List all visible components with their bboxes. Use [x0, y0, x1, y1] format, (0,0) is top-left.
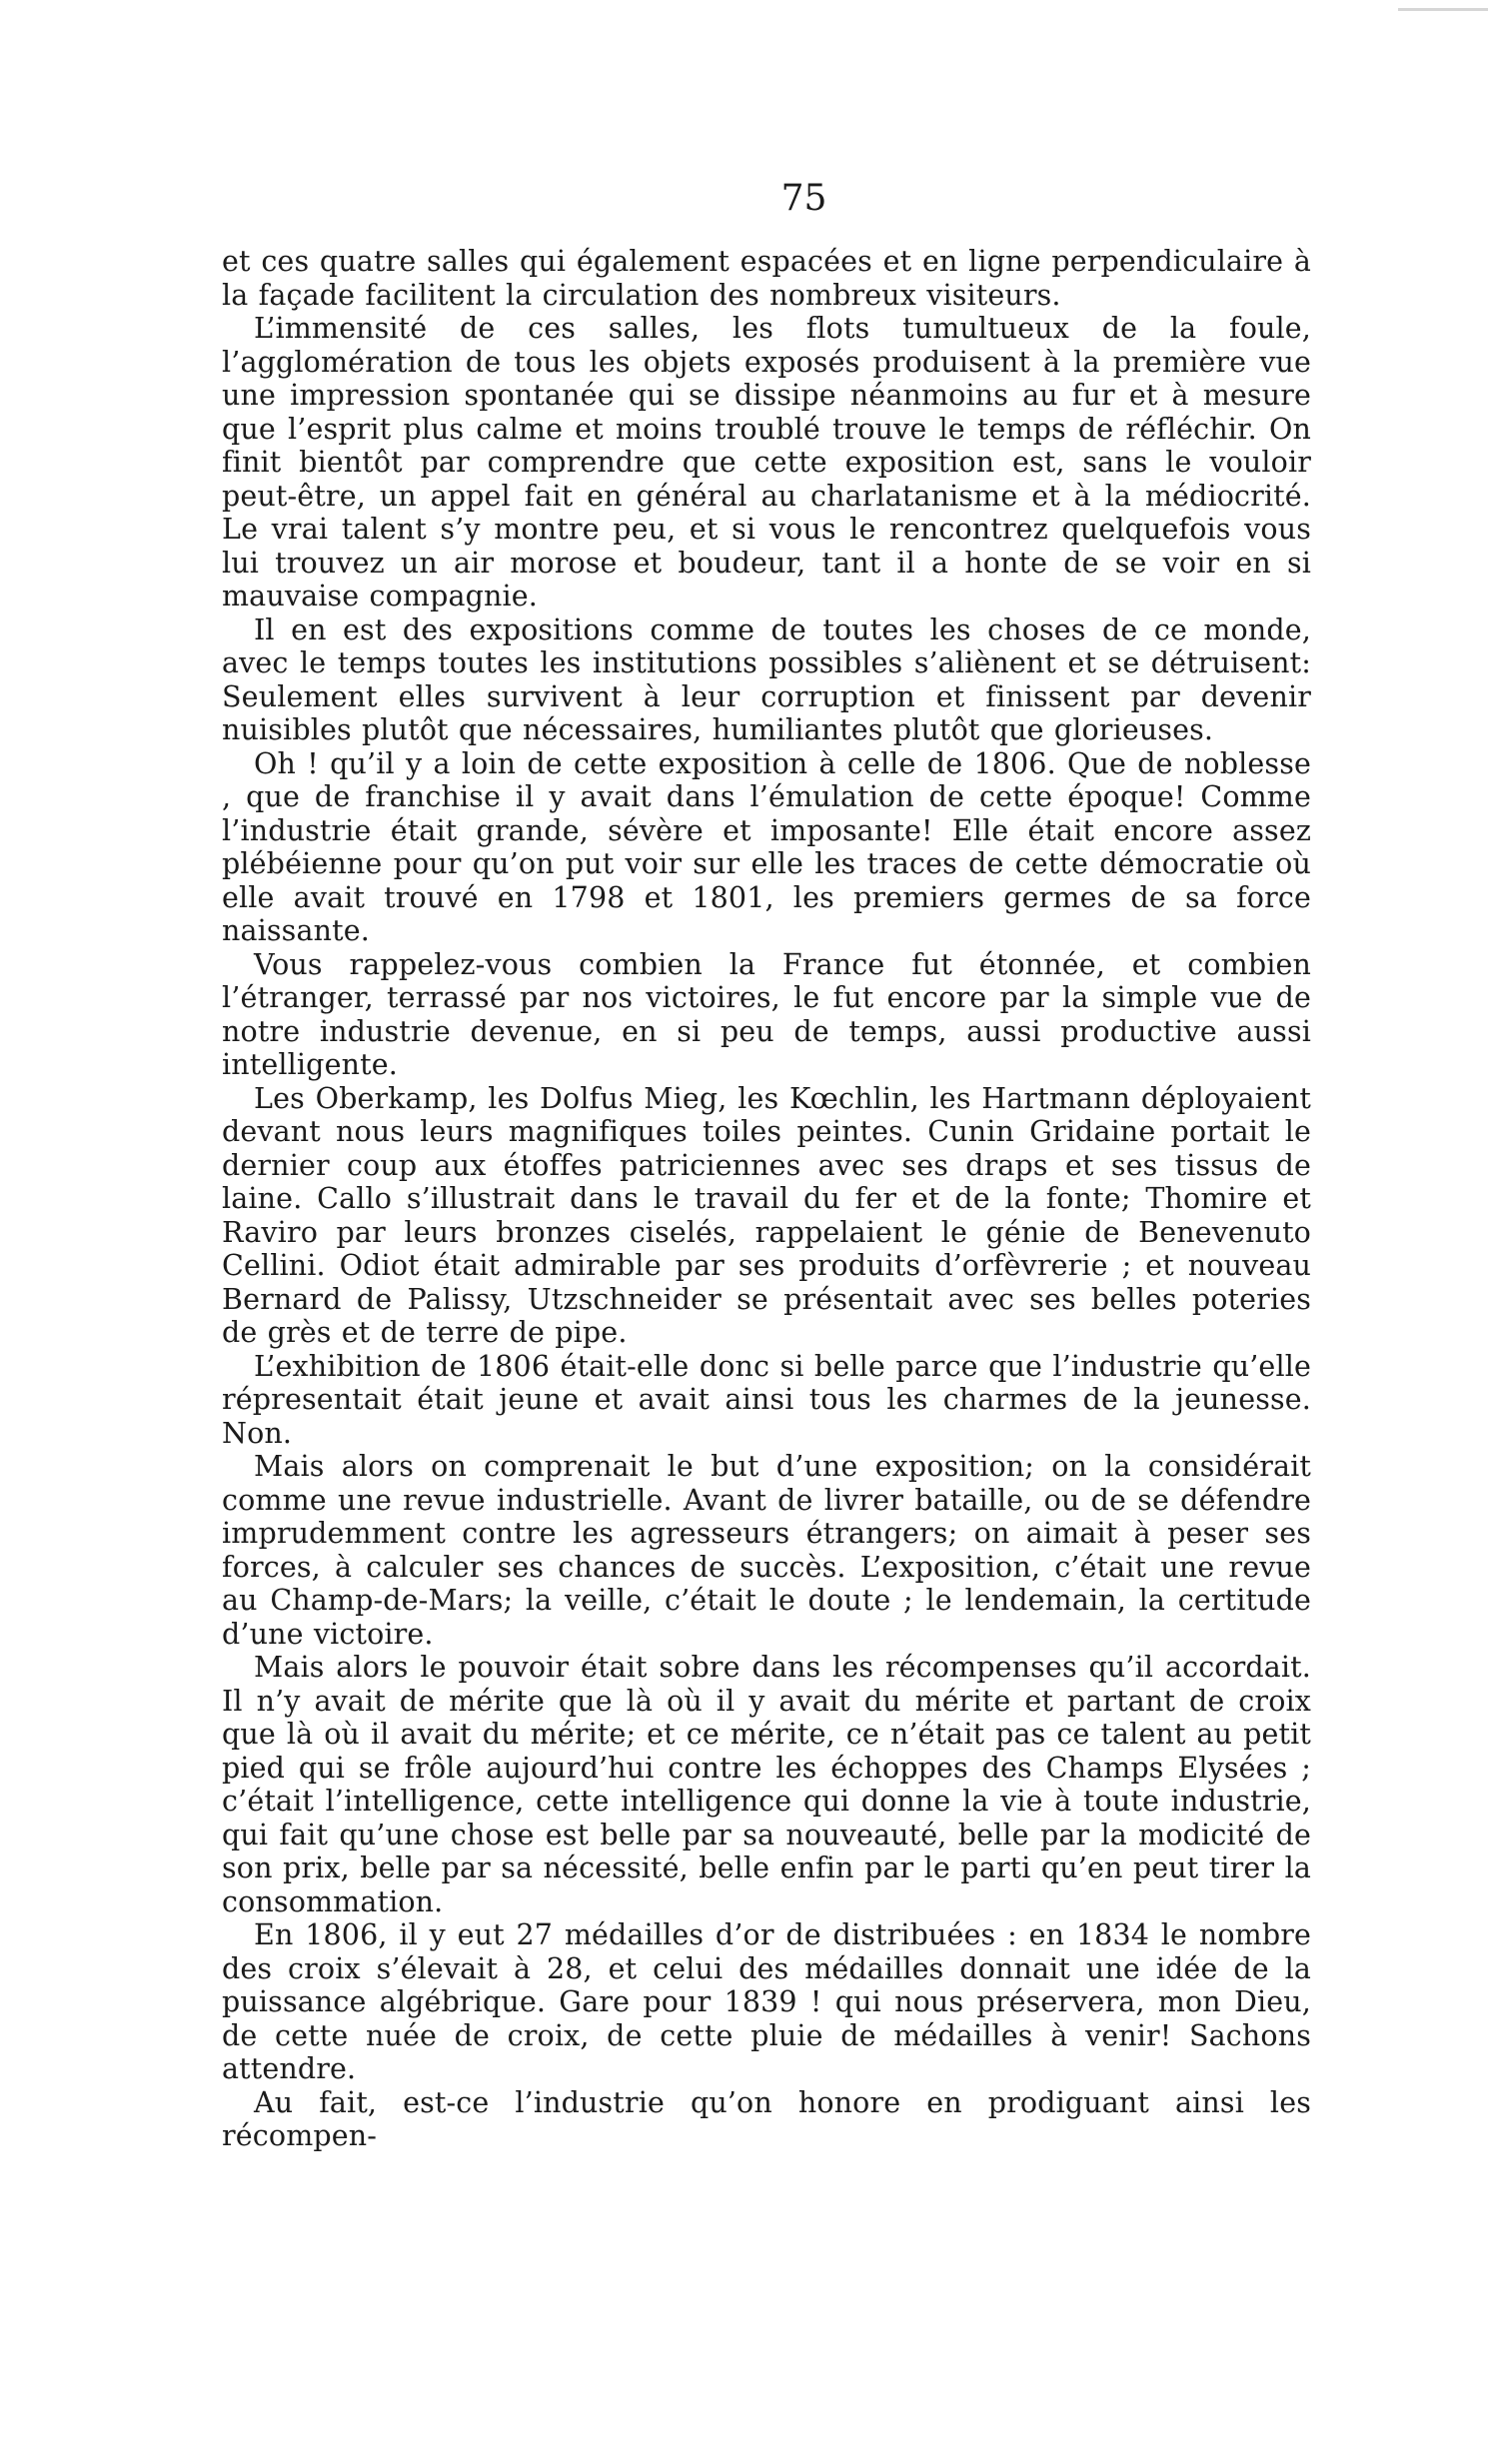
top-right-edge-mark	[1398, 8, 1488, 11]
paragraph: Il en est des expositions comme de toutes les choses de ce monde, avec le temps toutes les institutions possibles s’aliènent et se détruisent: Seulement elles survivent à leur corruption et finissent par devenir nuisibles plutôt que nécessaires, humiliantes plutôt que glorieuses.	[222, 613, 1311, 746]
body-text	[222, 245, 1311, 2153]
paragraph: Mais alors le pouvoir était sobre dans les récompenses qu’il accordait. Il n’y avait de mérite que là où il y avait du mérite et partant de croix que là où il avait du mérite; et ce mérite, ce n’était pas ce talent au petit pied qui se frôle aujourd’hui contre les échoppes des Champs Elysées ; c’était l’intelligence, cette intelligence qui donne la vie à toute industrie, qui fait qu’une chose est belle par sa nouveauté, belle par la modicité de son prix, belle par sa nécessité, belle enfin par le parti qu’en peut tirer la consommation.	[222, 1651, 1311, 1918]
paragraph: L’immensité de ces salles, les flots tumultueux de la foule, l’agglomération de tous les objets exposés produisent à la première vue une impression spontanée qui se dissipe néanmoins au fur et à mesure que l’esprit plus calme et moins troublé trouve le temps de réfléchir. On finit bientôt par comprendre que cette exposition est, sans le vouloir peut-être, un appel fait en général au charlatanisme et à la médiocrité. Le vrai talent s’y montre peu, et si vous le rencontrez quelquefois vous lui trouvez un air morose et boudeur, tant il a honte de se voir en si mauvaise compagnie.	[222, 312, 1311, 613]
paragraph: Mais alors on comprenait le but d’une exposition; on la considérait comme une revue industrielle. Avant de livrer bataille, ou de se défendre imprudemment contre les agresseurs étrangers; on aimait à peser ses forces, à calculer ses chances de succès. L’exposition, c’était une revue au Champ-de-Mars; la veille, c’était le doute ; le lendemain, la certitude d’une victoire.	[222, 1450, 1311, 1651]
paragraph: Oh ! qu’il y a loin de cette exposition à celle de 1806. Que de noblesse , que de franchise il y avait dans l’émulation de cette époque! Comme l’industrie était grande, sévère et imposante! Elle était encore assez plébéienne pour qu’on put voir sur elle les traces de cette démocratie où elle avait trouvé en 1798 et 1801, les premiers germes de sa force naissante.	[222, 746, 1311, 947]
paragraph: Les Oberkamp, les Dolfus Mieg, les Kœchlin, les Hartmann déployaient devant nous leurs magnifiques toiles peintes. Cunin Gridaine portait le dernier coup aux étoffes patriciennes avec ses draps et ses tissus de laine. Callo s’illustrait dans le travail du fer et de la fonte; Thomire et Raviro par leurs bronzes ciselés, rappelaient le génie de Benevenuto Cellini. Odiot était admirable par ses produits d’orfèvrerie ; et nouveau Bernard de Palissy, Utzschneider se présentait avec ses belles poteries de grès et de terre de pipe.	[222, 1081, 1311, 1349]
page-number: 75	[780, 178, 827, 219]
paragraph: Au fait, est-ce l’industrie qu’on honore en prodiguant ainsi les récompen-	[222, 2085, 1311, 2152]
paragraph: En 1806, il y eut 27 médailles d’or de distribuées : en 1834 le nombre des croix s’élevait à 28, et celui des médailles donnait une idée de la puissance algébrique. Gare pour 1839 ! qui nous préservera, mon Dieu, de cette nuée de croix, de cette pluie de médailles à venir! Sachons attendre.	[222, 1918, 1311, 2085]
paragraph: Vous rappelez-vous combien la France fut étonnée, et combien l’étranger, terrassé par nos victoires, le fut encore par la simple vue de notre industrie devenue, en si peu de temps, aussi productive aussi intelligente.	[222, 947, 1311, 1081]
paragraph: L’exhibition de 1806 était-elle donc si belle parce que l’industrie qu’elle répresentait était jeune et avait ainsi tous les charmes de la jeunesse. Non.	[222, 1349, 1311, 1450]
paragraph: et ces quatre salles qui également espacées et en ligne perpendiculaire à la façade facilitent la circulation des nombreux visiteurs.	[222, 245, 1311, 312]
